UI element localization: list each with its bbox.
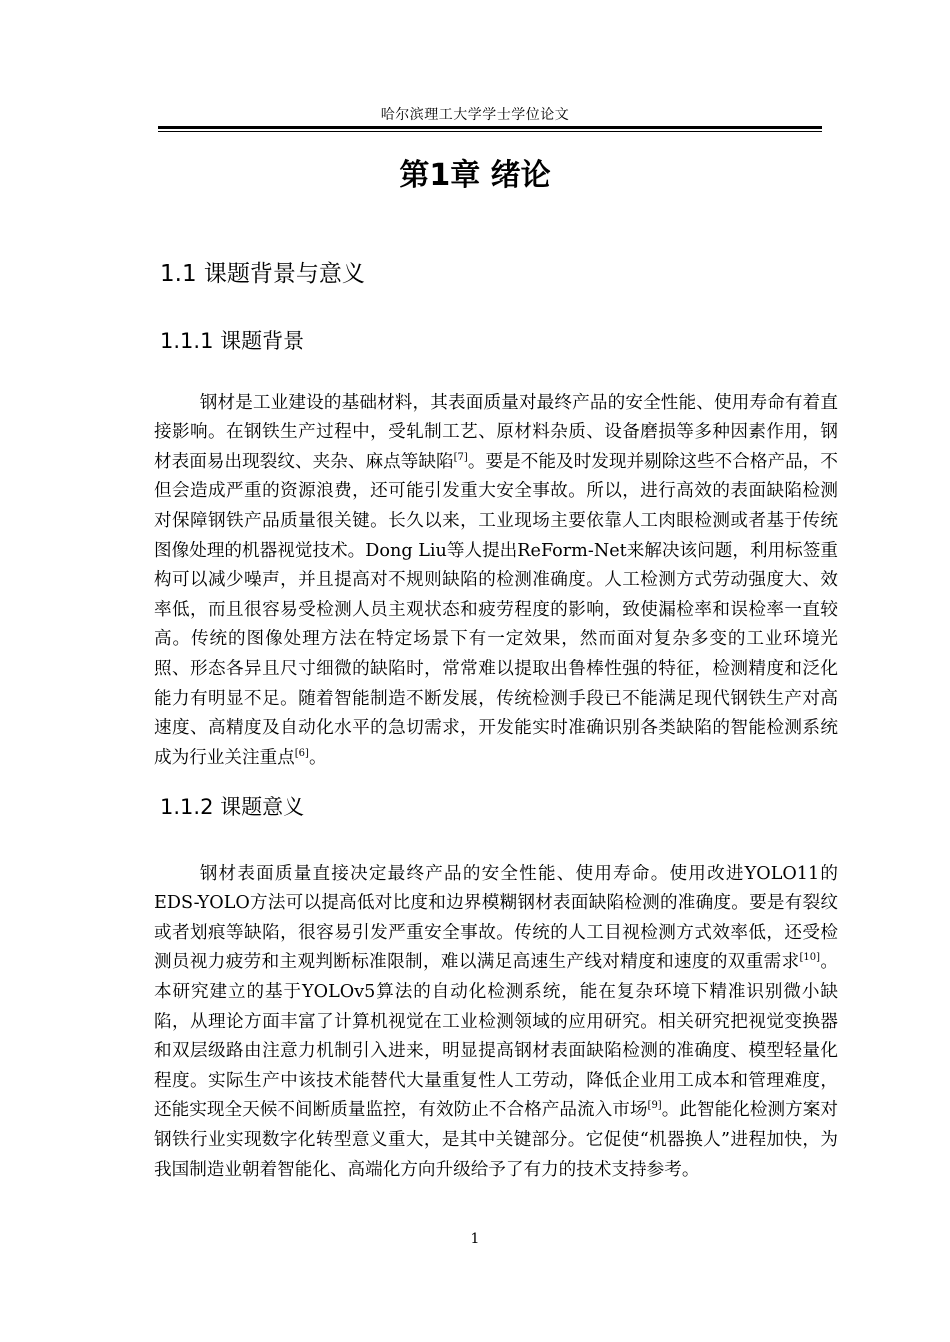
paragraph-text: 。要是不能及时发现并剔除这些不合格产品，不但会造成严重的资源浪费，还可能引发重大安全事故。所以，进行高效的表面缺陷检测对保障钢铁产品质量很关键。长久以来，工业现场主要依靠人工肉眼检测或者基于传统图像处理的机器视觉技术。Dong Liu等人提出ReForm-Net来解决该问题，利用标签重构可以减少噪声，并且提高对不规则缺陷的检测准确度。人工检测方式劳动强度大、效率低，而且很容易受检测人员主观状态和疲劳程度的影响，致使漏检率和误检率一直较高。传统的图像处理方法在特定场景下有一定效果，然而面对复杂多变的工业环境光照、形态各异且尺寸细微的缺陷时，常常难以提取出鲁棒性强的特征，检测精度和泛化能力有明显不足。随着智能制造不断发展，传统检测手段已不能满足现代钢铁生产对高速度、高精度及自动化水平的急切需求，开发能实时准确识别各类缺陷的智能检测系统成为行业关注重点 xyxy=(154,451,838,768)
citation-ref: [7] xyxy=(453,451,468,463)
paragraph-text: 钢材是工业建设的基础材料，其表面质量对最终产品的安全性能、使用寿命有着直接影响。在钢铁生产过程中，受轧制工艺、原材料杂质、设备磨损等多种因素作用，钢材表面易出现裂纹、夹杂、麻点等缺陷 xyxy=(154,392,838,472)
chapter-title: 第1章 绪论 xyxy=(399,158,551,193)
paragraph-text: 。 xyxy=(308,747,327,768)
page-number: 1 xyxy=(470,1231,480,1247)
header-rule-thin xyxy=(158,131,822,132)
header-rule-thick xyxy=(158,126,822,129)
subsection-title-significance: 1.1.2 课题意义 xyxy=(160,795,305,819)
paragraph-text: 。本研究建立的基于YOLOv5算法的自动化检测系统，能在复杂环境下精准识别微小缺陷，从理论方面丰富了计算机视觉在工业检测领域的应用研究。相关研究把视觉变换器和双层级路由注意力机制引入进来，明显提高钢材表面缺陷检测的准确度、模型轻量化程度。实际生产中该技术能替代大量重复性人工劳动，降低企业用工成本和管理难度，还能实现全天候不间断质量监控，有效防止不合格产品流入市场 xyxy=(154,952,838,1121)
paragraph-text: 钢材表面质量直接决定最终产品的安全性能、使用寿命。使用改进YOLO11的EDS-YOLO方法可以提高低对比度和边界模糊钢材表面缺陷检测的准确度。要是有裂纹或者划痕等缺陷，很容易引发严重安全事故。传统的人工目视检测方式效率低，还受检测员视力疲劳和主观判断标准限制，难以满足高速生产线对精度和速度的双重需求 xyxy=(154,863,838,973)
citation-ref: [6] xyxy=(294,747,309,759)
paragraph-background xyxy=(154,389,838,774)
running-header: 哈尔滨理工大学学士学位论文 xyxy=(380,107,570,123)
citation-ref: [10] xyxy=(799,952,821,964)
paragraph-significance xyxy=(154,860,838,1186)
section-title: 1.1 课题背景与意义 xyxy=(160,261,365,287)
paragraph-text: 。此智能化检测方案对钢铁行业实现数字化转型意义重大，是其中关键部分。它促使“机器换人”进程加快，为我国制造业朝着智能化、高端化方向升级给予了有力的技术支持参考。 xyxy=(154,1100,838,1180)
subsection-title-background: 1.1.1 课题背景 xyxy=(160,329,305,353)
citation-ref: [9] xyxy=(647,1100,662,1112)
